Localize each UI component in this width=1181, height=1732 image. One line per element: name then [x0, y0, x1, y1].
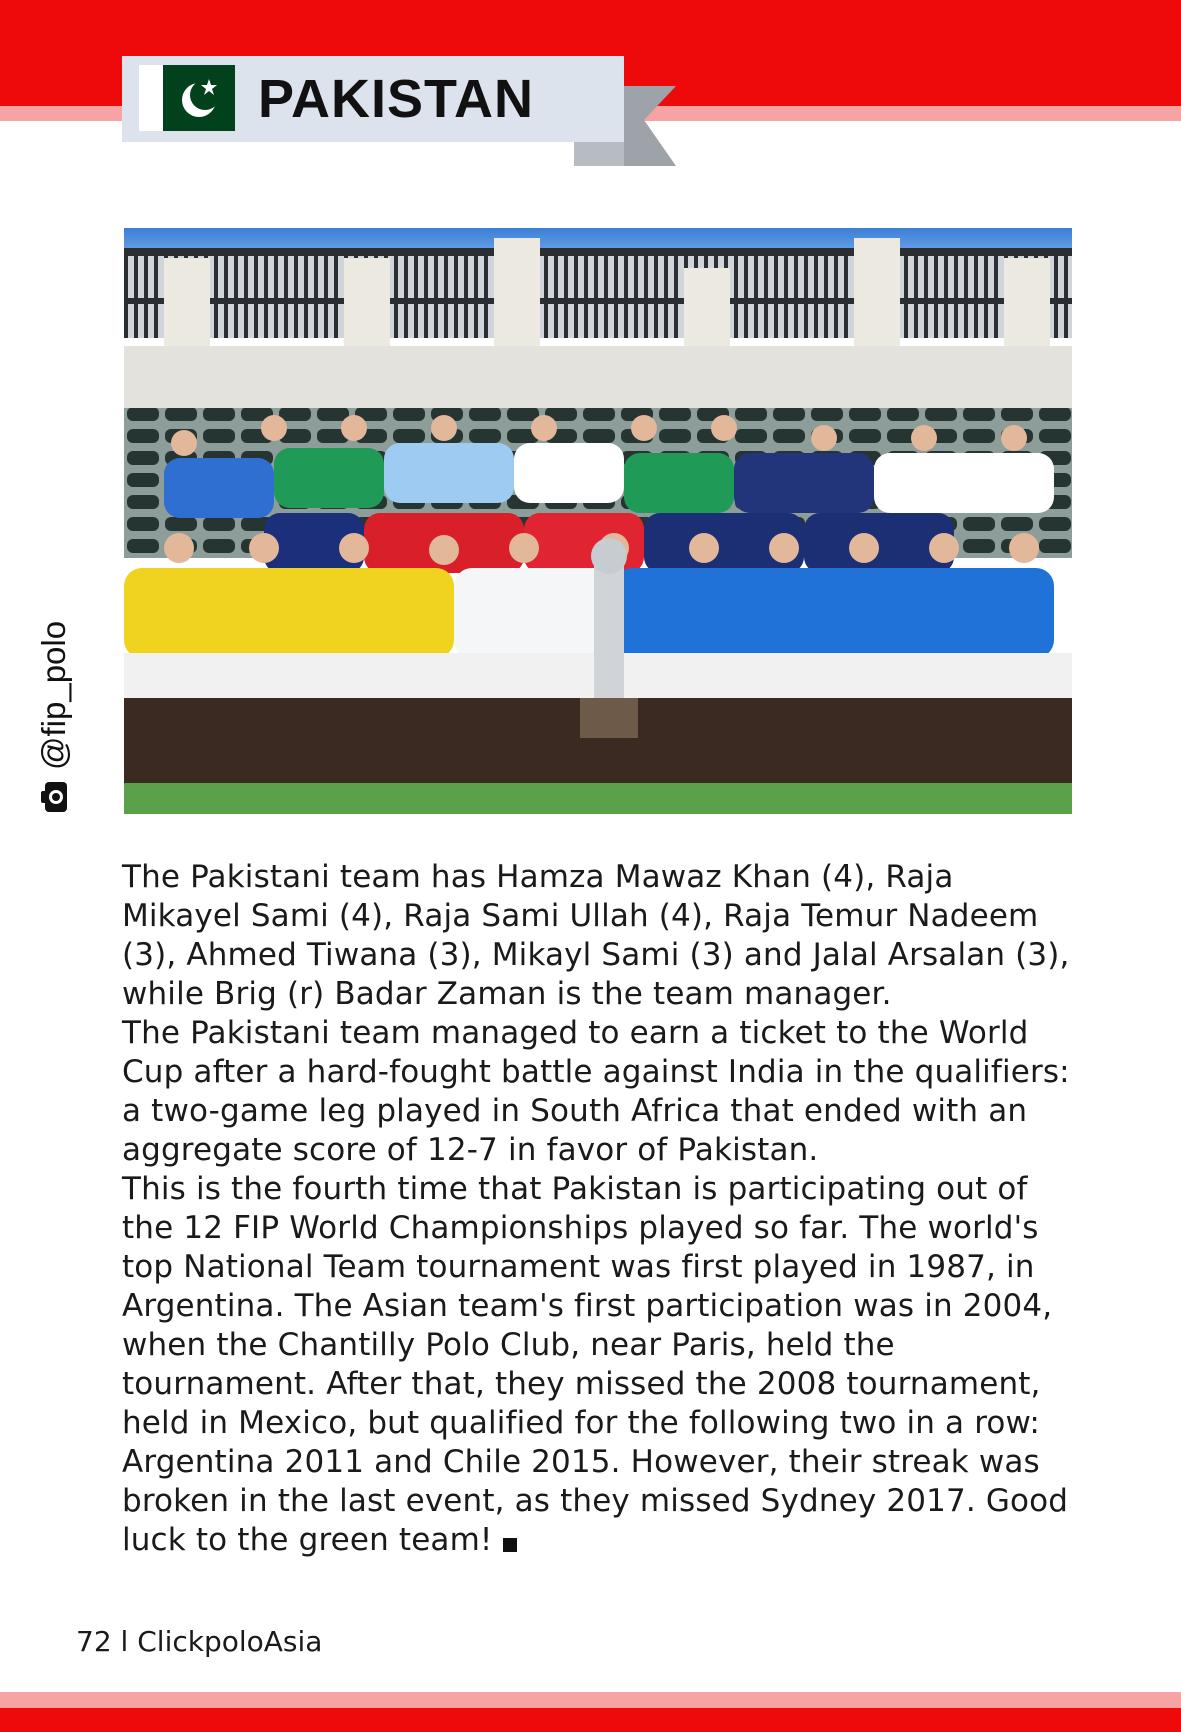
camera-icon — [41, 782, 67, 812]
article-body — [122, 858, 1082, 1560]
publication-name: ClickpoloAsia — [137, 1625, 323, 1658]
country-title: PAKISTAN — [258, 69, 534, 129]
footer-separator: l — [120, 1625, 129, 1658]
photo-credit — [32, 572, 76, 812]
end-mark-icon — [503, 1538, 517, 1552]
team-photo — [124, 228, 1072, 814]
bottom-pink-stripe — [0, 1692, 1181, 1708]
article-paragraph — [122, 1170, 1082, 1560]
pakistan-flag-icon — [139, 65, 235, 131]
article-paragraph-text: This is the fourth time that Pakistan is participating out of the 12 FIP World Championships played so far. The world's top National Team tournament was first played in 1987, in Argentina. The Asian team's first participation was in 2004, when the Chantilly Polo Club, near Paris, held the tournament. After that, they missed the 2008 tournament, held in Mexico, but qualified for the following two in a row: Argentina 2011 and Chile 2015. However, their streak was broken in the last event, as they missed Sydney 2017. Good luck to the green team! — [122, 1171, 1069, 1558]
page-number: 72 — [76, 1625, 112, 1658]
article-paragraph: The Pakistani team has Hamza Mawaz Khan (4), Raja Mikayel Sami (4), Raja Sami Ullah (4), Raja Temur Nadeem (3), Ahmed Tiwana (3), Mikayl Sami (3) and Jalal Arsalan (3), while Brig (r) Badar Zaman is the team manager. — [122, 859, 1070, 1012]
article-paragraph: The Pakistani team managed to earn a ticket to the World Cup after a hard-fought battle against India in the qualifiers: a two-game leg played in South Africa that ended with an aggregate score of 12-7 in favor of Pakistan. — [122, 1015, 1070, 1168]
bottom-red-band — [0, 1708, 1181, 1732]
page-footer — [76, 1625, 322, 1658]
photo-credit-text: @fip_polo — [35, 620, 72, 770]
